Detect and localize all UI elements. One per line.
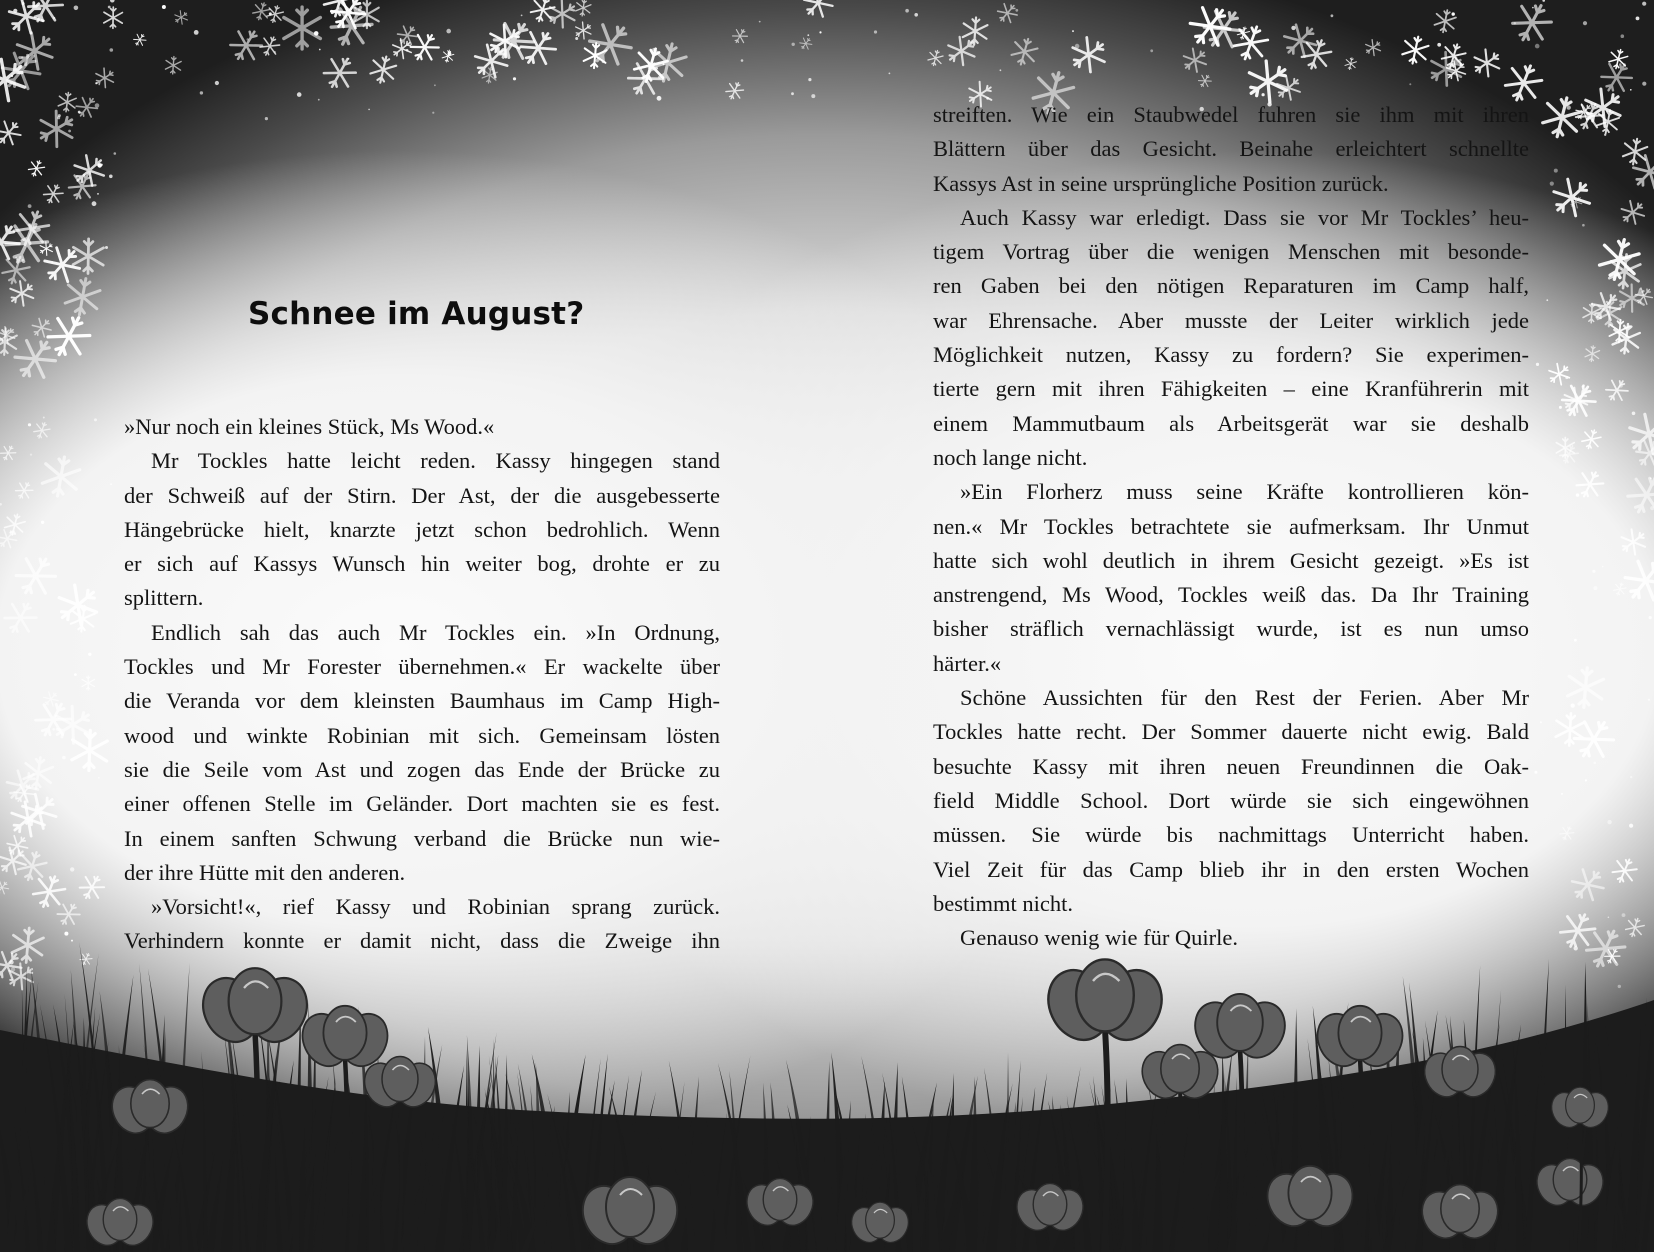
text-line: der ihre Hütte mit den anderen. bbox=[124, 859, 406, 885]
text-line: war Ehrensache. Aber musste der Leiter wirklich jede bbox=[933, 307, 1529, 333]
text-line: Tockles und Mr Forester übernehmen.« Er wackelte über bbox=[124, 654, 720, 680]
text-line: Verhindern konnte er damit nicht, dass die Zweige ihn bbox=[124, 928, 720, 954]
text-line: die Veranda vor dem kleinsten Baumhaus im Camp High- bbox=[124, 688, 720, 714]
text-line: tierte gern mit ihren Fähigkeiten – eine Kranführerin mit bbox=[933, 376, 1529, 402]
text-line: wood und winkte Robinian mit sich. Gemeinsam lösten bbox=[124, 722, 720, 748]
text-line: Viel Zeit für das Camp blieb ihr in den ersten Wochen bbox=[933, 856, 1529, 882]
text-line: Endlich sah das auch Mr Tockles ein. »In Ordnung, bbox=[151, 619, 720, 645]
text-line: Blättern über das Gesicht. Beinahe erleichtert schnellte bbox=[933, 136, 1529, 162]
text-line: sie die Seile vom Ast und zogen das Ende der Brücke zu bbox=[124, 756, 720, 782]
text-line: In einem sanften Schwung verband die Brücke nun wie- bbox=[124, 825, 720, 851]
text-line: härter.« bbox=[933, 650, 1002, 676]
text-line: »Ein Florherz muss seine Kräfte kontrollieren kön- bbox=[960, 479, 1529, 505]
text-line: Möglichkeit nutzen, Kassy zu fordern? Sie experimen- bbox=[933, 342, 1529, 368]
right-page-text bbox=[933, 98, 1529, 955]
text-line: splittern. bbox=[124, 585, 204, 611]
text-line: bestimmt nicht. bbox=[933, 890, 1073, 916]
text-line: bisher sträflich vernachlässigt wurde, ist es nun umso bbox=[933, 616, 1529, 642]
text-line: Genauso wenig wie für Quirle. bbox=[960, 925, 1239, 951]
text-line: nen.« Mr Tockles betrachtete sie aufmerksam. Ihr Unmut bbox=[933, 513, 1529, 539]
text-line: einer offenen Stelle im Geländer. Dort machten sie es fest. bbox=[124, 791, 720, 817]
left-page-text bbox=[124, 410, 720, 959]
text-line: einem Mammutbaum als Arbeitsgerät war sie deshalb bbox=[933, 410, 1529, 436]
text-line: »Nur noch ein kleines Stück, Ms Wood.« bbox=[124, 414, 495, 439]
text-line: noch lange nicht. bbox=[933, 444, 1088, 470]
text-line: hatte sich wohl deutlich in ihrem Gesicht gezeigt. »Es ist bbox=[933, 547, 1529, 573]
text-line: Mr Tockles hatte leicht reden. Kassy hingegen stand bbox=[151, 448, 720, 474]
text-line: Auch Kassy war erledigt. Dass sie vor Mr Tockles’ heu- bbox=[960, 204, 1529, 230]
text-line: »Vorsicht!«, rief Kassy und Robinian sprang zurück. bbox=[151, 894, 720, 920]
text-line: tigem Vortrag über die wenigen Menschen mit besonde- bbox=[933, 239, 1529, 265]
chapter-title: Schnee im August? bbox=[248, 296, 585, 332]
text-line: besuchte Kassy mit ihren neuen Freundinnen die Oak- bbox=[933, 753, 1529, 779]
text-line: Schöne Aussichten für den Rest der Ferien. Aber Mr bbox=[960, 685, 1529, 711]
text-line: anstrengend, Ms Wood, Tockles weiß das. Da Ihr Training bbox=[933, 582, 1529, 608]
text-line: streiften. Wie ein Staubwedel fuhren sie ihm mit ihren bbox=[933, 102, 1529, 127]
text-line: er sich auf Kassys Wunsch hin weiter bog, drohte er zu bbox=[124, 551, 720, 577]
text-line: Kassys Ast in seine ursprüngliche Position zurück. bbox=[933, 170, 1389, 196]
text-line: Tockles hatte recht. Der Sommer dauerte nicht ewig. Bald bbox=[933, 719, 1529, 745]
text-line: müssen. Sie würde bis nachmittags Unterricht haben. bbox=[933, 822, 1529, 848]
text-line: ren Gaben bei den nötigen Reparaturen im Camp half, bbox=[933, 273, 1529, 299]
text-line: der Schweiß auf der Stirn. Der Ast, der die ausgebesserte bbox=[124, 482, 720, 508]
text-line: Hängebrücke hielt, knarzte jetzt schon bedrohlich. Wenn bbox=[124, 516, 720, 542]
text-line: field Middle School. Dort würde sie sich eingewöhnen bbox=[933, 787, 1529, 813]
